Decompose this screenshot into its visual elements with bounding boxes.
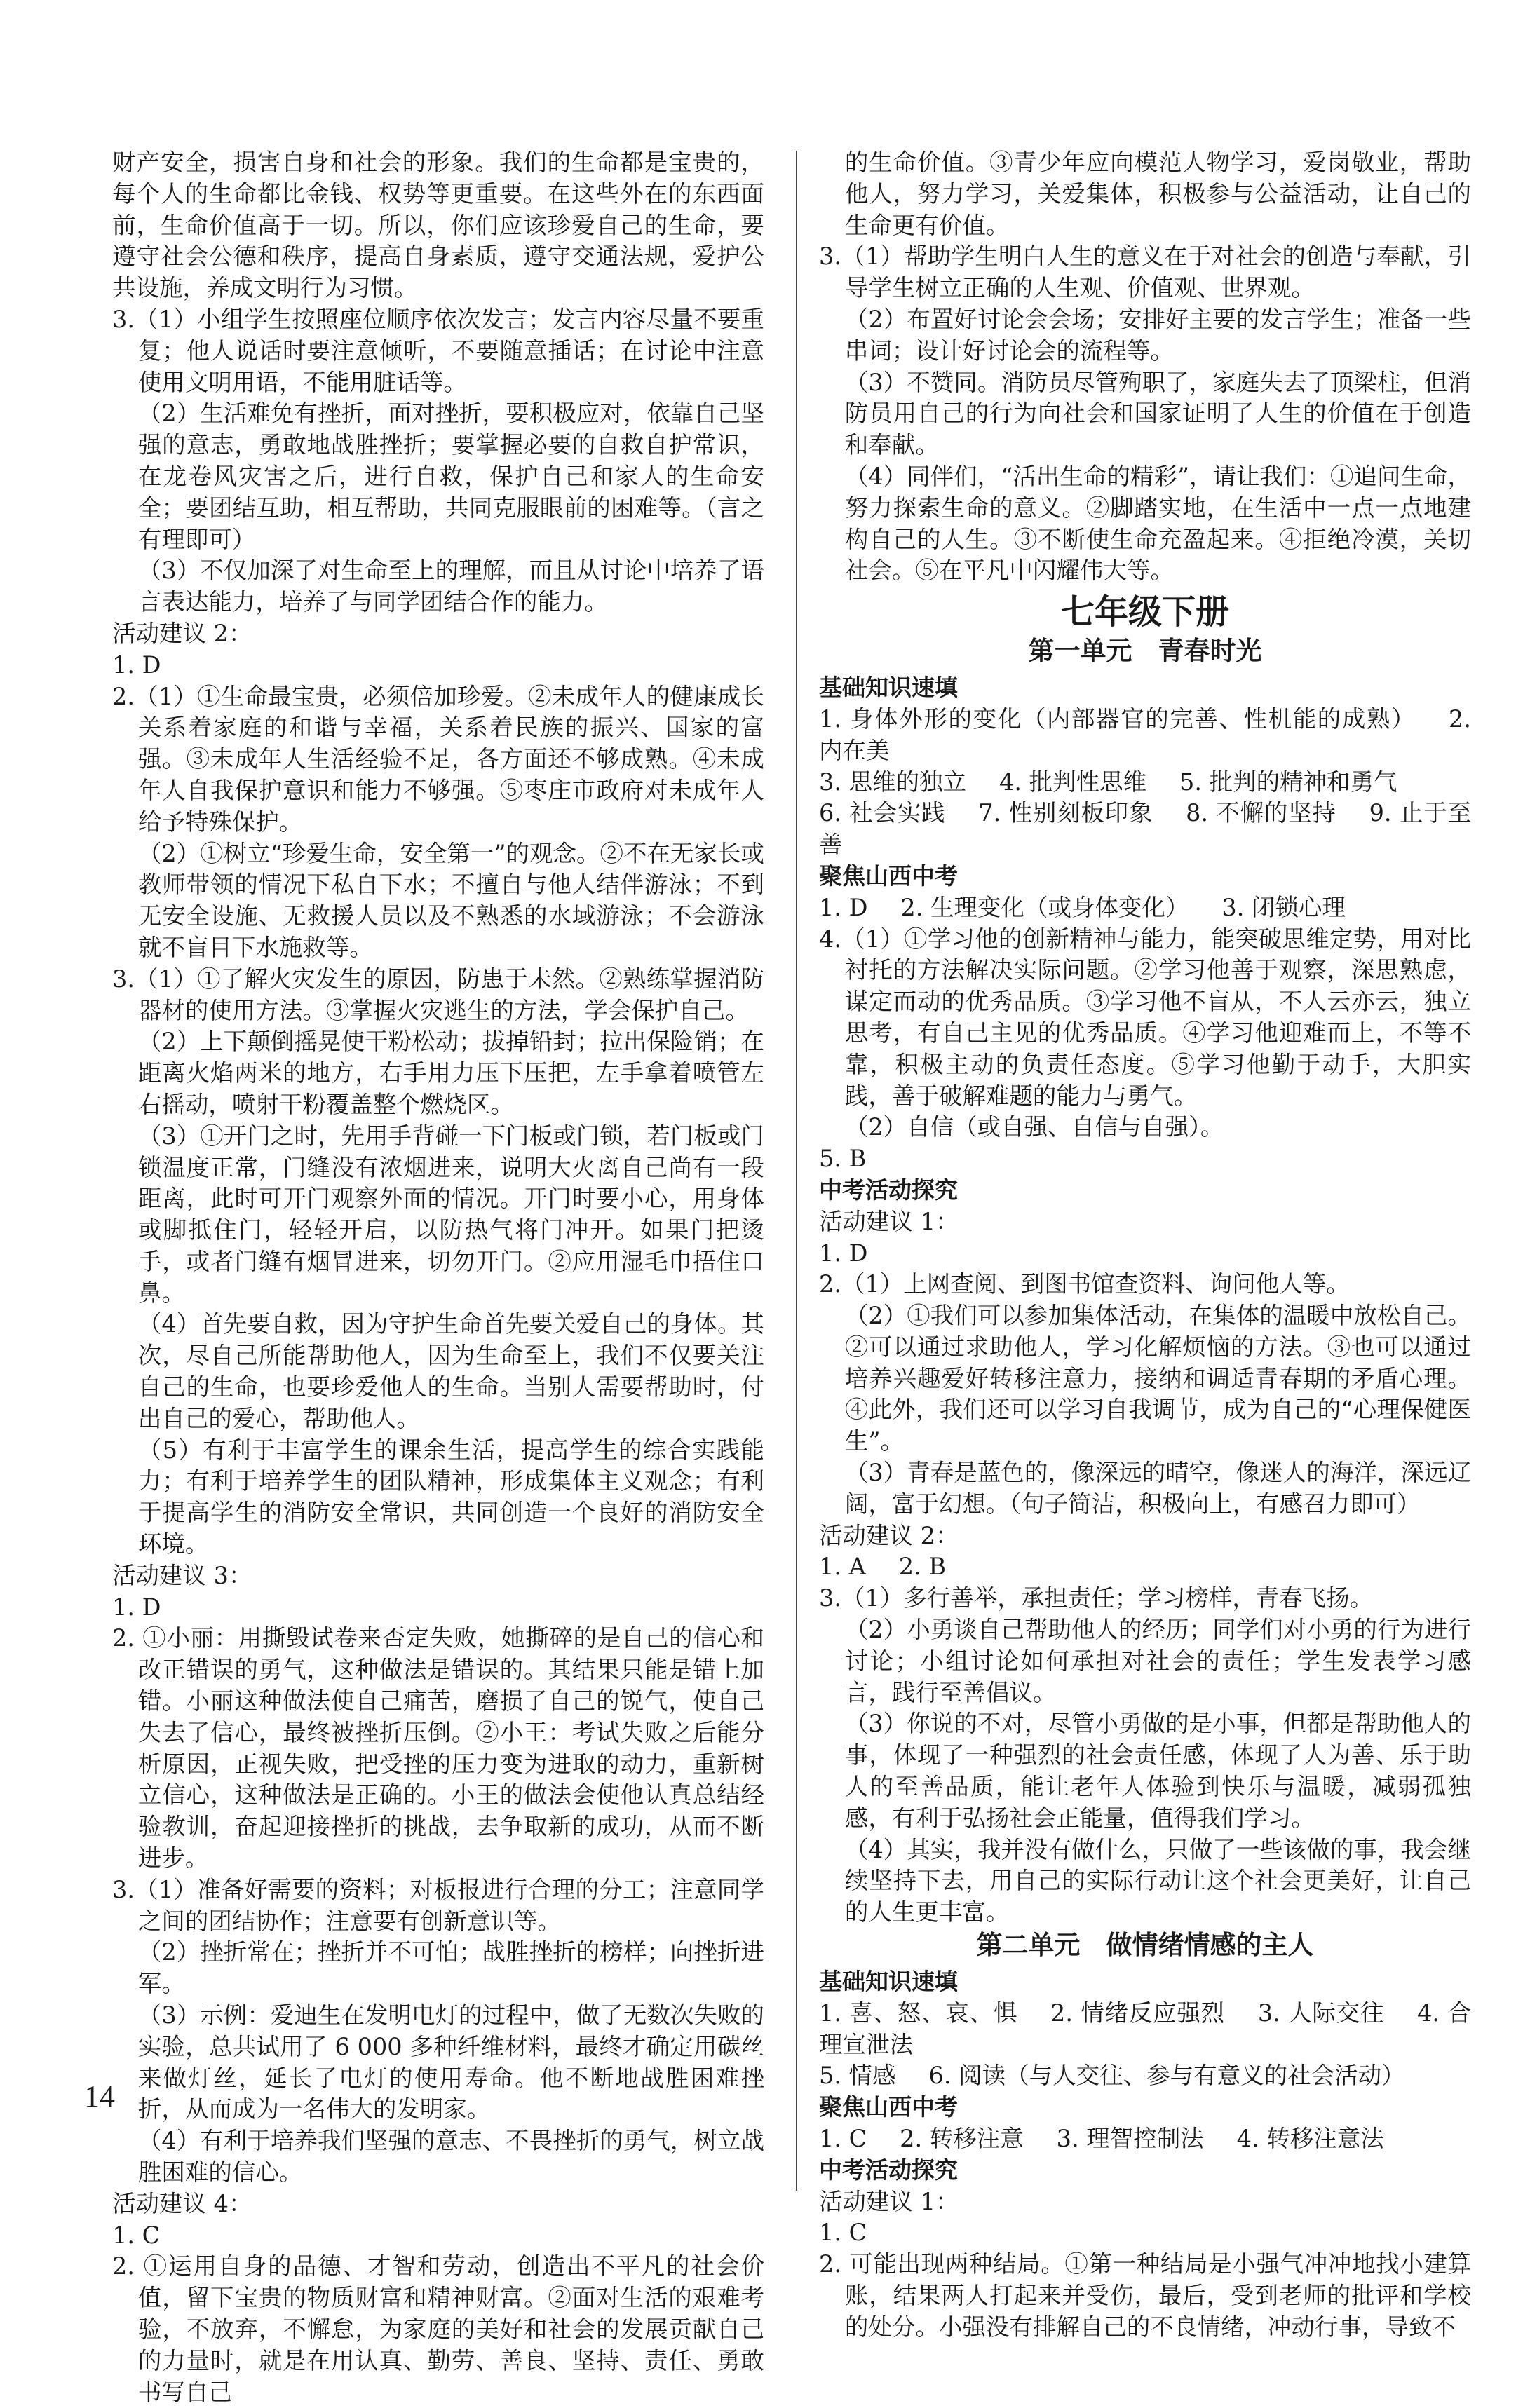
shanxi-answers-u2 — [819, 2123, 1471, 2155]
answer-item: 1. 身体外形的变化（内部器官的完善、性机能的成熟） — [819, 705, 1416, 733]
left-answer-1c: 1. C — [112, 2221, 161, 2249]
activity-label-2-right: 活动建议 2： — [819, 1521, 959, 1549]
right-para-19: （2）小勇谈自己帮助他人的经历；同学们对小勇的行为进行讨论；小组讨论如何承担对社会的责任；学生发表学习感言，践行至善倡议。 — [844, 1616, 1472, 1706]
page-number: 14 — [84, 2079, 115, 2114]
section-heading-shanxi: 聚焦山西中考 — [819, 862, 958, 890]
right-para-9: （2）自信（或自强、自信与自强）。 — [844, 1113, 1224, 1141]
right-para-8: 4.（1）①学习他的创新精神与能力，能突破思维定势，用对比衬托的方法解决实际问题。②学习他善于观察，深思熟虑，谋定而动的优秀品质。③学习他不盲从，不人云亦云，独立思考，有自己主见的优秀品质。④学习他迎难而上，不等不靠，积极主动的负责任态度。⑤学习他勤于动手，大胆实践，善于破解难题的能力与勇气。 — [819, 925, 1471, 1110]
answer-item: 2. B — [898, 1553, 946, 1581]
right-answer-1d: 1. D — [819, 1239, 868, 1267]
answer-item: 4. 合理宣泄法 — [819, 1999, 1471, 2058]
answer-item: 1. D — [819, 893, 868, 921]
answer-item: 1. C — [819, 2125, 867, 2153]
answer-item: 4. 转移注意法 — [1236, 2125, 1384, 2153]
answer-item: 3. 思维的独立 — [819, 768, 967, 796]
right-column — [819, 147, 1471, 2344]
answer-item: 3. 人际交往 — [1257, 1999, 1385, 2027]
basic-answers-u1 — [819, 704, 1471, 861]
answer-item: 3. 理智控制法 — [1056, 2125, 1204, 2153]
answer-item: 5. 情感 — [819, 2062, 896, 2090]
left-para-19: （3）示例：爱迪生在发明电灯的过程中，做了无数次失败的实验，总共试用了 6 000 多种纤维材料，最终才确定用碳丝来做灯丝，延长了电灯的使用寿命。他不断地战胜困难挫折，从而成为一名伟大的发明家。 — [137, 2001, 765, 2123]
left-para-20: （4）有利于培养我们坚强的意志、不畏挫折的勇气，树立战胜困难的信心。 — [137, 2127, 765, 2186]
left-para-16: 2. ①小丽：用撕毁试卷来否定失败，她撕碎的是自己的信心和改正错误的勇气，这种做法是错误的。其结果只能是错上加错。小丽这种做法使自己痛苦，磨损了自己的锐气，使自己失去了信心，最终被挫折压倒。②小王：考试失败之后能分析原因，正视失败，把受挫的压力变为进取的动力，重新树立信心，这种做法是正确的。小王的做法会使他认真总结经验教训，奋起迎接挫折的挑战，去争取新的成功，从而不断进步。 — [112, 1624, 764, 1872]
answer-item: 1. A — [819, 1553, 866, 1581]
column-divider — [796, 151, 797, 2191]
section-heading-activity-2: 中考活动探究 — [819, 2156, 958, 2184]
right-para-1: 的生命价值。③青少年应向模范人物学习，爱岗敬业，帮助他人，努力学习，关爱集体，积极参与公益活动，让自己的生命更有价值。 — [844, 149, 1471, 239]
left-answer-1d-b: 1. D — [112, 1593, 161, 1621]
left-para-12: （4）首先要自救，因为守护生命首先要关爱自己的身体。其次，尽自己所能帮助他人，因为生命至上，我们不仅要关注自己的生命，也要珍爱他人的生命。当别人需要帮助时，付出自己的爱心，帮助他人。 — [137, 1310, 765, 1432]
right-para-5: （4）同伴们，“活出生命的精彩”，请让我们：①追问生命，努力探索生命的意义。②脚踏实地，在生活中一点一点地建构自己的人生。③不断使生命充盈起来。④拒绝冷漠，关切社会。⑤在平凡中闪耀伟大等。 — [844, 462, 1471, 585]
right-para-4: （3）不赞同。消防员尽管殉职了，家庭失去了顶梁柱，但消防员用自己的行为向社会和国家证明了人生的价值在于创造和奉献。 — [844, 368, 1472, 459]
left-para-11: （3）①开门之时，先用手背碰一下门板或门锁，若门板或门锁温度正常，门缝没有浓烟进来，说明大火离自己尚有一段距离，此时可开门观察外面的情况。开门时要小心，用身体或脚抵住门，轻轻开启，以防热气将门冲开。如果门把烫手，或者门缝有烟冒进来，切勿开门。②应用湿毛巾捂住口鼻。 — [137, 1122, 765, 1307]
right-para-18: 3.（1）多行善举，承担责任；学习榜样，青春飞扬。 — [819, 1584, 1374, 1612]
answer-item: 6. 阅读（与人交往、参与有意义的社会活动） — [928, 2062, 1405, 2090]
left-para-7: 2.（1）①生命最宝贵，必须倍加珍爱。②未成年人的健康成长关系着家庭的和谐与幸福，关系着民族的振兴、国家的富强。③未成年人生活经验不足，各方面还不够成熟。④未成年人自我保护意识和能力不够强。⑤枣庄市政府对未成年人给予特殊保护。 — [112, 682, 764, 836]
right-para-3: （2）布置好讨论会会场；安排好主要的发言学生；准备一些串词；设计好讨论会的流程等。 — [844, 305, 1472, 365]
right-answer-1c: 1. C — [819, 2219, 867, 2247]
right-para-26: 2. 可能出现两种结局。①第一种结局是小强气冲冲地找小建算账，结果两人打起来并受伤，最后，受到老师的批评和学校的处分。小强没有排解自己的不良情绪，冲动行事，导致不 — [819, 2250, 1471, 2341]
left-para-8: （2）①树立“珍爱生命，安全第一”的观念。②不在无家长或教师带领的情况下私自下水；不擅自与他人结伴游泳；不到无安全设施、无救援人员以及不熟悉的水域游泳；不会游泳就不盲目下水施救等。 — [137, 839, 764, 961]
left-para-10: （2）上下颠倒摇晃使干粉松动；拔掉铅封；拉出保险销；在距离火焰两米的地方，右手用力压下压把，左手拿着喷管左右摇动，喷射干粉覆盖整个燃烧区。 — [137, 1028, 765, 1118]
answer-item: 6. 社会实践 — [819, 799, 946, 827]
left-para-13: （5）有利于丰富学生的课余生活，提高学生的综合实践能力；有利于培养学生的团队精神，形成集体主义观念；有利于提高学生的消防安全常识，共同创造一个良好的消防安全环境。 — [137, 1436, 764, 1558]
answer-item: 2. 内在美 — [819, 705, 1471, 764]
left-para-4: （3）不仅加深了对生命至上的理解，而且从讨论中培养了语言表达能力，培养了与同学团结合作的能力。 — [137, 557, 765, 616]
right-para-13: 2.（1）上网查阅、到图书馆查资料、询问他人等。 — [819, 1270, 1350, 1298]
right-para-20: （3）你说的不对，尽管小勇做的是小事，但都是帮助他人的事，体现了一种强烈的社会责任感，体现了人为善、乐于助人的至善品质，能让老年人体验到快乐与温暖，减弱孤独感，有利于弘扬社会正能量，值得我们学习。 — [844, 1710, 1472, 1832]
activity-label-1: 活动建议 1： — [819, 1207, 959, 1235]
right-para-21: （4）其实，我并没有做什么，只做了一些该做的事，我会继续坚持下去，用自己的实际行动让这个社会更美好，让自己的人生更丰富。 — [844, 1835, 1472, 1926]
section-heading-shanxi-2: 聚焦山西中考 — [819, 2093, 958, 2121]
answer-item: 2. 转移注意 — [900, 2125, 1024, 2153]
answer-item: 4. 批判性思维 — [999, 768, 1147, 796]
basic-answers-u2 — [819, 1998, 1471, 2092]
left-para-23: 2. ①运用自身的品德、才智和劳动，创造出不平凡的社会价值，留下宝贵的物质财富和精神财富。②面对生活的艰难考验，不放弃，不懈怠，为家庭的美好和社会的发展贡献自己的力量时，就是在用认真、勤劳、善良、坚持、责任、勇敢书写自己 — [112, 2252, 764, 2406]
right-para-14: （2）①我们可以参加集体活动，在集体的温暖中放松自己。②可以通过求助他人，学习化解烦恼的方法。③也可以通过培养兴趣爱好转移注意力，接纳和调适青春期的矛盾心理。④此外，我们还可以学习自我调节，成为自己的“心理保健医生”。 — [844, 1302, 1472, 1455]
answer-item: 7. 性别刻板印象 — [978, 799, 1153, 827]
section-heading-basic-2: 基础知识速填 — [819, 1968, 958, 1996]
right-answer-5b: 5. B — [819, 1145, 867, 1173]
left-column — [112, 147, 764, 2408]
answer-item: 2. 生理变化（或身体变化） — [900, 893, 1189, 921]
activity-label-4: 活动建议 4： — [112, 2189, 252, 2217]
left-para-2: 3.（1）小组学生按照座位顺序依次发言；发言内容尽量不要重复；他人说话时要注意倾听，不要随意插话；在讨论中注意使用文明用语，不能用脏话等。 — [112, 305, 764, 396]
answer-item: 1. 喜、怒、哀、惧 — [819, 1999, 1018, 2027]
left-para-9: 3.（1）①了解火灾发生的原因，防患于未然。②熟练掌握消防器材的使用方法。③掌握火灾逃生的方法，学会保护自己。 — [112, 965, 764, 1024]
answer-item: 2. 情绪反应强烈 — [1050, 1999, 1225, 2027]
left-para-1: 财产安全，损害自身和社会的形象。我们的生命都是宝贵的，每个人的生命都比金钱、权势等更重要。在这些外在的东西面前，生命价值高于一切。所以，你们应该珍爱自己的生命，要遵守社会公德和秩序，提高自身素质，遵守交通法规，爱护公共设施，养成文明行为习惯。 — [112, 149, 764, 302]
activity-label-2: 活动建议 2： — [112, 619, 252, 647]
answer-item: 3. 闭锁心理 — [1221, 893, 1346, 921]
answer-item: 8. 不懈的坚持 — [1186, 799, 1336, 827]
left-para-17: 3.（1）准备好需要的资料；对板报进行合理的分工；注意同学之间的团结协作；注意要有创新意识等。 — [112, 1875, 764, 1935]
right-answers-ab — [819, 1551, 1471, 1583]
section-heading-activity: 中考活动探究 — [819, 1176, 958, 1204]
activity-label-3: 活动建议 3： — [112, 1561, 252, 1589]
unit-1-title: 第一单元 青春时光 — [1028, 636, 1262, 667]
volume-title: 七年级下册 — [1060, 592, 1229, 632]
right-para-15: （3）青春是蓝色的，像深远的晴空，像迷人的海洋，深远辽阔，富于幻想。（句子简洁，积极向上，有感召力即可） — [844, 1459, 1472, 1518]
answer-item: 9. 止于至善 — [819, 799, 1471, 859]
right-para-2: 3.（1）帮助学生明白人生的意义在于对社会的创造与奉献，引导学生树立正确的人生观、价值观、世界观。 — [819, 243, 1471, 302]
activity-label-1-u2: 活动建议 1： — [819, 2187, 959, 2215]
unit-2-title: 第二单元 做情绪情感的主人 — [976, 1930, 1314, 1961]
answer-item: 5. 批判的精神和勇气 — [1179, 768, 1397, 796]
shanxi-answers-u1 — [819, 892, 1471, 924]
left-answer-1d: 1. D — [112, 651, 161, 679]
left-para-18: （2）挫折常在；挫折并不可怕；战胜挫折的榜样；向挫折进军。 — [137, 1938, 765, 1998]
left-para-3: （2）生活难免有挫折，面对挫折，要积极应对，依靠自己坚强的意志，勇敢地战胜挫折；要掌握必要的自救自护常识，在龙卷风灾害之后，进行自救，保护自己和家人的生命安全；要团结互助，相互帮助，共同克服眼前的困难等。（言之有理即可） — [137, 400, 765, 553]
section-heading-basic: 基础知识速填 — [819, 674, 958, 702]
